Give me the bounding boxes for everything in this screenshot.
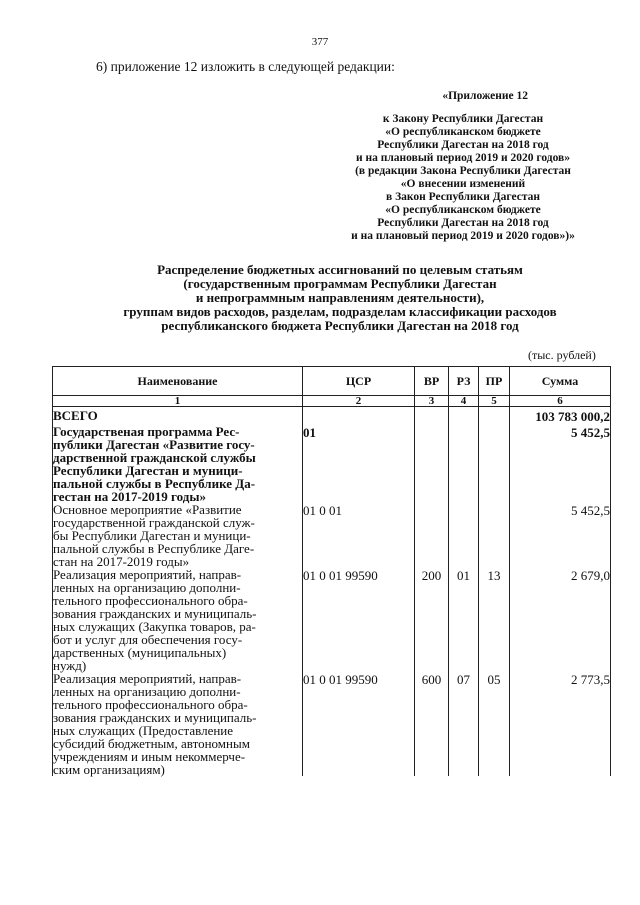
title-line: Распределение бюджетных ассигнований по целевым статьям — [157, 262, 523, 277]
row-vr: 200 — [415, 568, 449, 672]
row-csr: 01 0 01 — [303, 503, 415, 568]
appendix-line: «О внесении изменений — [400, 178, 526, 190]
row-sum: 2 773,5 — [510, 672, 611, 776]
row-name: Реализация мероприятий, направ- ленных на организацию дополни- тельного профессионального обра- зования гражданских и муниципаль- ных служащих (Предоставление субсидий бюджетным, автономным учреждениям и иным некоммерче- ским организациям) — [53, 672, 303, 776]
row-rz — [449, 503, 479, 568]
row-pr: 13 — [479, 568, 510, 672]
header-csr: ЦСР — [303, 367, 415, 396]
appendix-line: «О республиканском бюджете — [385, 204, 541, 216]
row-name: Основное мероприятие «Развитие государственной гражданской служ- бы Республики Дагестан и муници- пальной службы в Республике Даге- стан на 2017-2019 годы» — [53, 503, 303, 568]
row-csr: 01 0 01 99590 — [303, 568, 415, 672]
header-sum: Сумма — [510, 367, 611, 396]
row-csr: 01 0 01 99590 — [303, 672, 415, 776]
col-number: 1 — [53, 396, 303, 407]
table-row — [53, 672, 611, 776]
table-row — [53, 568, 611, 672]
appendix-line: и на плановый период 2019 и 2020 годов» — [355, 152, 571, 164]
title-line: и непрограммным направлениям деятельности), — [195, 290, 485, 305]
appendix-header — [318, 90, 608, 243]
appendix-line: (в редакции Закона Республики Дагестан — [355, 165, 571, 177]
header-rz: РЗ — [449, 367, 479, 396]
row-sum: 2 679,0 — [510, 568, 611, 672]
col-number: 5 — [479, 396, 510, 407]
col-number: 2 — [303, 396, 415, 407]
row-vr — [415, 425, 449, 503]
intro-text: 6) приложение 12 изложить в следующей редакции: — [96, 59, 395, 74]
row-vr: 600 — [415, 672, 449, 776]
appendix-line: «О республиканском бюджете — [385, 126, 541, 138]
header-name: Наименование — [53, 367, 303, 396]
col-number: 4 — [449, 396, 479, 407]
page-number: 377 — [311, 36, 329, 48]
row-sum: 5 452,5 — [510, 503, 611, 568]
appendix-line: и на плановый период 2019 и 2020 годов»)» — [351, 230, 575, 242]
col-number: 6 — [510, 396, 611, 407]
document-title — [50, 263, 630, 333]
total-sum: 103 783 000,2 — [510, 407, 611, 426]
header-vr: ВР — [415, 367, 449, 396]
title-line: группам видов расходов, разделам, подразделам классификации расходов — [123, 304, 557, 319]
row-rz: 01 — [449, 568, 479, 672]
table-row — [53, 503, 611, 568]
appendix-line: в Закон Республики Дагестан — [386, 191, 540, 203]
row-name: Реализация мероприятий, направ- ленных на организацию дополни- тельного профессионального обра- зования гражданских и муниципаль- ных служащих (Закупка товаров, ра- бот и услуг для обеспечения госу- дарственных (муниципальных) нужд) — [53, 568, 303, 672]
appendix-line: к Закону Республики Дагестан — [382, 113, 544, 125]
total-row — [53, 407, 611, 426]
row-pr: 05 — [479, 672, 510, 776]
row-csr: 01 — [303, 425, 415, 503]
total-label: ВСЕГО — [53, 407, 303, 426]
appendix-title: «Приложение 12 — [442, 90, 528, 102]
header-pr: ПР — [479, 367, 510, 396]
budget-table — [52, 366, 611, 776]
row-pr — [479, 503, 510, 568]
row-pr — [479, 425, 510, 503]
row-rz — [449, 425, 479, 503]
title-line: (государственным программам Республики Дагестан — [183, 276, 497, 291]
row-vr — [415, 503, 449, 568]
title-line: республиканского бюджета Республики Дагестан на 2018 год — [161, 318, 519, 333]
unit-label: (тыс. рублей) — [528, 348, 596, 362]
row-sum: 5 452,5 — [510, 425, 611, 503]
row-name: Государственая программа Рес- публики Дагестан «Развитие госу- дарственной гражданской службы Республики Дагестан и муници- пальной службы в Республике Да- гестан на 2017-2019 годы» — [53, 425, 303, 503]
col-number: 3 — [415, 396, 449, 407]
appendix-line: Республики Дагестан на 2018 год — [377, 217, 549, 229]
table-row — [53, 425, 611, 503]
appendix-line: Республики Дагестан на 2018 год — [377, 139, 549, 151]
row-rz: 07 — [449, 672, 479, 776]
